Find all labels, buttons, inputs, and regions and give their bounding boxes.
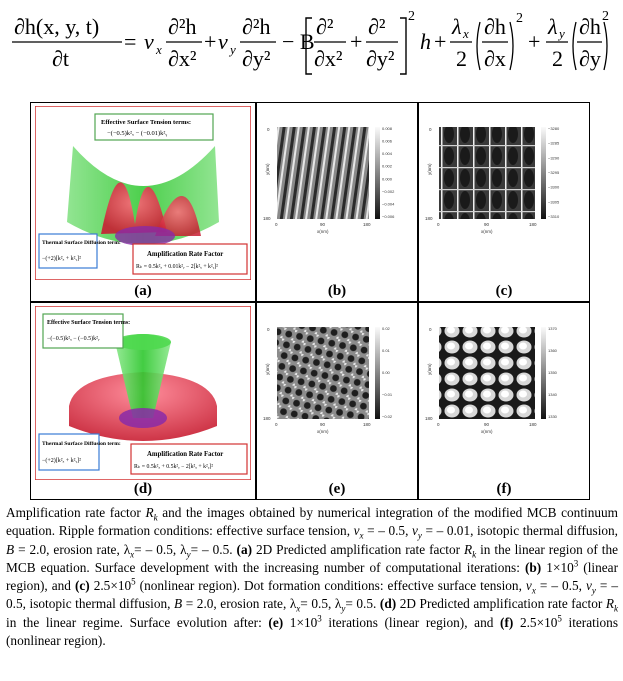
label-c: (c) xyxy=(495,283,513,299)
svg-text:∂y²: ∂y² xyxy=(366,46,395,71)
e-ylabel: y(nm) xyxy=(265,363,270,375)
f-colorbar-tick: 1350 xyxy=(548,370,557,375)
svg-text:λ: λ xyxy=(548,14,558,39)
c-colorbar-tick: −3300 xyxy=(548,184,560,190)
d-tension-title: Effective Surface Tension terms: xyxy=(47,320,131,326)
minus-b: − B xyxy=(282,29,315,54)
svg-text:2: 2 xyxy=(516,11,523,26)
panel-e xyxy=(256,302,418,500)
panel-f xyxy=(418,302,590,500)
f-colorbar-ticks xyxy=(548,326,558,419)
svg-text:180: 180 xyxy=(263,216,271,221)
label-e: (e) xyxy=(328,481,346,497)
f-colorbar-tick: 1370 xyxy=(548,326,557,331)
svg-text:x: x xyxy=(156,42,162,57)
svg-text:0: 0 xyxy=(275,222,278,227)
panel-b xyxy=(256,102,418,302)
svg-text:+: + xyxy=(350,29,363,54)
b-colorbar-tick: −0.002 xyxy=(382,188,395,194)
d-diffusion-title: Thermal Surface Diffusion term: xyxy=(42,441,121,447)
c-colorbar-tick: −3285 xyxy=(548,140,560,146)
a-amp-formula: Rₖ = 0.5k²ₓ + 0.01k²ᵧ − 2[k²ₓ + k²ᵧ]² xyxy=(136,264,218,270)
nu-x: ν xyxy=(144,29,154,54)
b-colorbar-tick: 0.000 xyxy=(382,176,393,182)
c-colorbar-tick: −3310 xyxy=(548,214,560,219)
d-amp-title: Amplification Rate Factor xyxy=(147,451,224,458)
lhs-denominator: ∂t xyxy=(52,46,69,71)
svg-text:2: 2 xyxy=(456,46,467,71)
b-colorbar-tick: 0.004 xyxy=(382,151,393,157)
e-colorbar-tick: −0.01 xyxy=(382,392,393,397)
svg-text:∂y: ∂y xyxy=(579,46,601,71)
b-colorbar-ticks xyxy=(382,126,395,219)
svg-text:90: 90 xyxy=(320,422,326,427)
c-xlabel: x(nm) xyxy=(481,229,493,234)
equals-sign: = xyxy=(124,29,137,54)
b-colorbar-tick: 0.008 xyxy=(382,126,393,131)
svg-text:∂²: ∂² xyxy=(368,14,386,39)
c-colorbar-tick: −3305 xyxy=(548,199,560,205)
e-colorbar-ticks xyxy=(382,326,393,419)
svg-text:2: 2 xyxy=(602,9,609,24)
lhs-numerator: ∂h(x, y, t) xyxy=(14,14,100,39)
svg-text:∂h: ∂h xyxy=(579,14,601,39)
svg-text:0: 0 xyxy=(429,127,432,132)
svg-text:∂h: ∂h xyxy=(484,14,506,39)
e-xlabel: x(nm) xyxy=(317,429,329,434)
svg-text:2: 2 xyxy=(408,9,415,24)
label-a: (a) xyxy=(134,283,152,299)
f-ylabel: y(nm) xyxy=(427,363,432,375)
panel-c-image xyxy=(425,123,585,253)
svg-text:2: 2 xyxy=(552,46,563,71)
svg-text:0: 0 xyxy=(267,327,270,332)
e-colorbar-tick: 0.02 xyxy=(382,326,390,331)
svg-text:90: 90 xyxy=(320,222,326,227)
b-ylabel: y(nm) xyxy=(265,163,270,175)
f-colorbar-tick: 1330 xyxy=(548,414,557,419)
svg-text:180: 180 xyxy=(363,422,371,427)
svg-text:180: 180 xyxy=(529,222,537,227)
b-colorbar-tick: −0.004 xyxy=(382,201,395,207)
svg-text:x: x xyxy=(463,26,469,41)
panel-f-image xyxy=(425,323,585,453)
d-amp-formula: Rₖ = 0.5k²ₓ + 0.5k²ᵧ − 2[k²ₓ + k²ᵧ]² xyxy=(134,464,213,470)
svg-text:λ: λ xyxy=(452,14,462,39)
panel-a xyxy=(30,102,256,302)
nu-y: ν xyxy=(218,29,228,54)
dy2: ∂y² xyxy=(242,46,271,71)
e-colorbar-tick: 0.01 xyxy=(382,348,390,353)
svg-text:180: 180 xyxy=(529,422,537,427)
label-f: (f) xyxy=(496,481,512,497)
a-diffusion-formula: −(+2)[k²ₓ + k²ᵧ]² xyxy=(42,256,81,262)
figure-grid xyxy=(30,102,590,500)
b-colorbar-tick: −0.006 xyxy=(382,214,395,219)
b-xlabel: x(nm) xyxy=(317,229,329,234)
svg-text:180: 180 xyxy=(363,222,371,227)
label-d: (d) xyxy=(133,481,153,497)
svg-text:∂²: ∂² xyxy=(316,14,334,39)
panel-d-surface xyxy=(35,306,251,480)
f-colorbar-tick: 1360 xyxy=(548,348,557,353)
svg-text:180: 180 xyxy=(425,416,433,421)
svg-text:0: 0 xyxy=(437,222,440,227)
svg-text:180: 180 xyxy=(425,216,433,221)
panel-a-surface xyxy=(35,106,251,280)
figure-caption: Amplification rate factor $R_k$ and the images obtained by numerical integration of the modified MCB continuum equation. Ripple formation conditions: effective surface tension, $v_x$ = – 0.5, $v_y$ = – 0.01, isotopic thermal diffusion, B = 2.0, erosion rate, $\lambda_x= - 0.5$, $\lambda_y= - 0.5$. (a) 2D Predicted amplification rate factor $R_k$ in the linear region of the MCB equation. Surface development with the increasing number of computational iterations: (b) $1\times 10^3$ (linear region), and (c) $2.5\times 10^5$ (nonlinear region). Dot formation conditions: effective surface tension, $v_x$ = – 0.5, $v_y$ = – 0.5, isotopic thermal diffusion, B = 2.0, erosion rate, $\lambda_x= 0.5$, $\lambda_y= 0.5$. (d) 2D Predicted amplification rate factor $R_k$ in the linear regime. Surface evolution after: (e) $1\times 10^3$ iterations (linear region), and (f) $2.5\times 10^5$ iterations (nonlinear region). xyxy=(6,505,619,649)
c-colorbar-tick: −3280 xyxy=(548,126,560,131)
mcb-equation xyxy=(10,4,613,84)
svg-text:0: 0 xyxy=(437,422,440,427)
svg-text:0: 0 xyxy=(275,422,278,427)
d2h-1: ∂²h xyxy=(168,14,197,39)
svg-text:90: 90 xyxy=(484,222,490,227)
svg-text:h: h xyxy=(420,29,431,54)
a-tension-title: Effective Surface Tension terms: xyxy=(101,119,192,126)
f-xlabel: x(nm) xyxy=(481,429,493,434)
dx2: ∂x² xyxy=(168,46,197,71)
a-amp-title: Amplification Rate Factor xyxy=(147,251,224,258)
d-diffusion-formula: −(+2)[k²ₓ + k²ᵧ]² xyxy=(42,458,81,464)
c-colorbar-ticks xyxy=(548,126,560,219)
svg-text:+: + xyxy=(204,29,217,54)
equation-svg xyxy=(10,4,613,84)
a-diffusion-title: Thermal Surface Diffusion term: xyxy=(42,240,121,246)
panel-e-image xyxy=(263,323,413,453)
panel-c xyxy=(418,102,590,302)
panel-b-image xyxy=(263,123,413,253)
a-tension-formula: −(−0.5)k²ₓ − (−0.01)k²ᵧ xyxy=(107,130,168,137)
f-colorbar-tick: 1340 xyxy=(548,392,557,397)
svg-text:∂x: ∂x xyxy=(484,46,506,71)
b-colorbar-tick: 0.006 xyxy=(382,138,393,144)
svg-text:0: 0 xyxy=(429,327,432,332)
svg-text:0: 0 xyxy=(267,127,270,132)
svg-text:180: 180 xyxy=(263,416,271,421)
panel-d xyxy=(30,302,256,500)
c-colorbar-tick: −3295 xyxy=(548,170,560,175)
svg-text:+: + xyxy=(434,29,447,54)
b-colorbar-tick: 0.002 xyxy=(382,163,393,169)
d-tension-formula: −(−0.5)k²ₓ − (−0.5)k²ᵧ xyxy=(47,336,100,342)
c-colorbar-tick: −3290 xyxy=(548,155,560,161)
svg-text:+: + xyxy=(528,29,541,54)
e-colorbar-tick: 0.00 xyxy=(382,370,390,375)
d2h-2: ∂²h xyxy=(242,14,271,39)
label-b: (b) xyxy=(327,283,347,299)
e-colorbar-tick: −0.02 xyxy=(382,414,393,419)
svg-text:y: y xyxy=(559,26,565,41)
svg-text:y: y xyxy=(230,42,236,57)
svg-text:∂x²: ∂x² xyxy=(314,46,343,71)
c-ylabel: y(nm) xyxy=(427,163,432,175)
svg-text:90: 90 xyxy=(484,422,490,427)
